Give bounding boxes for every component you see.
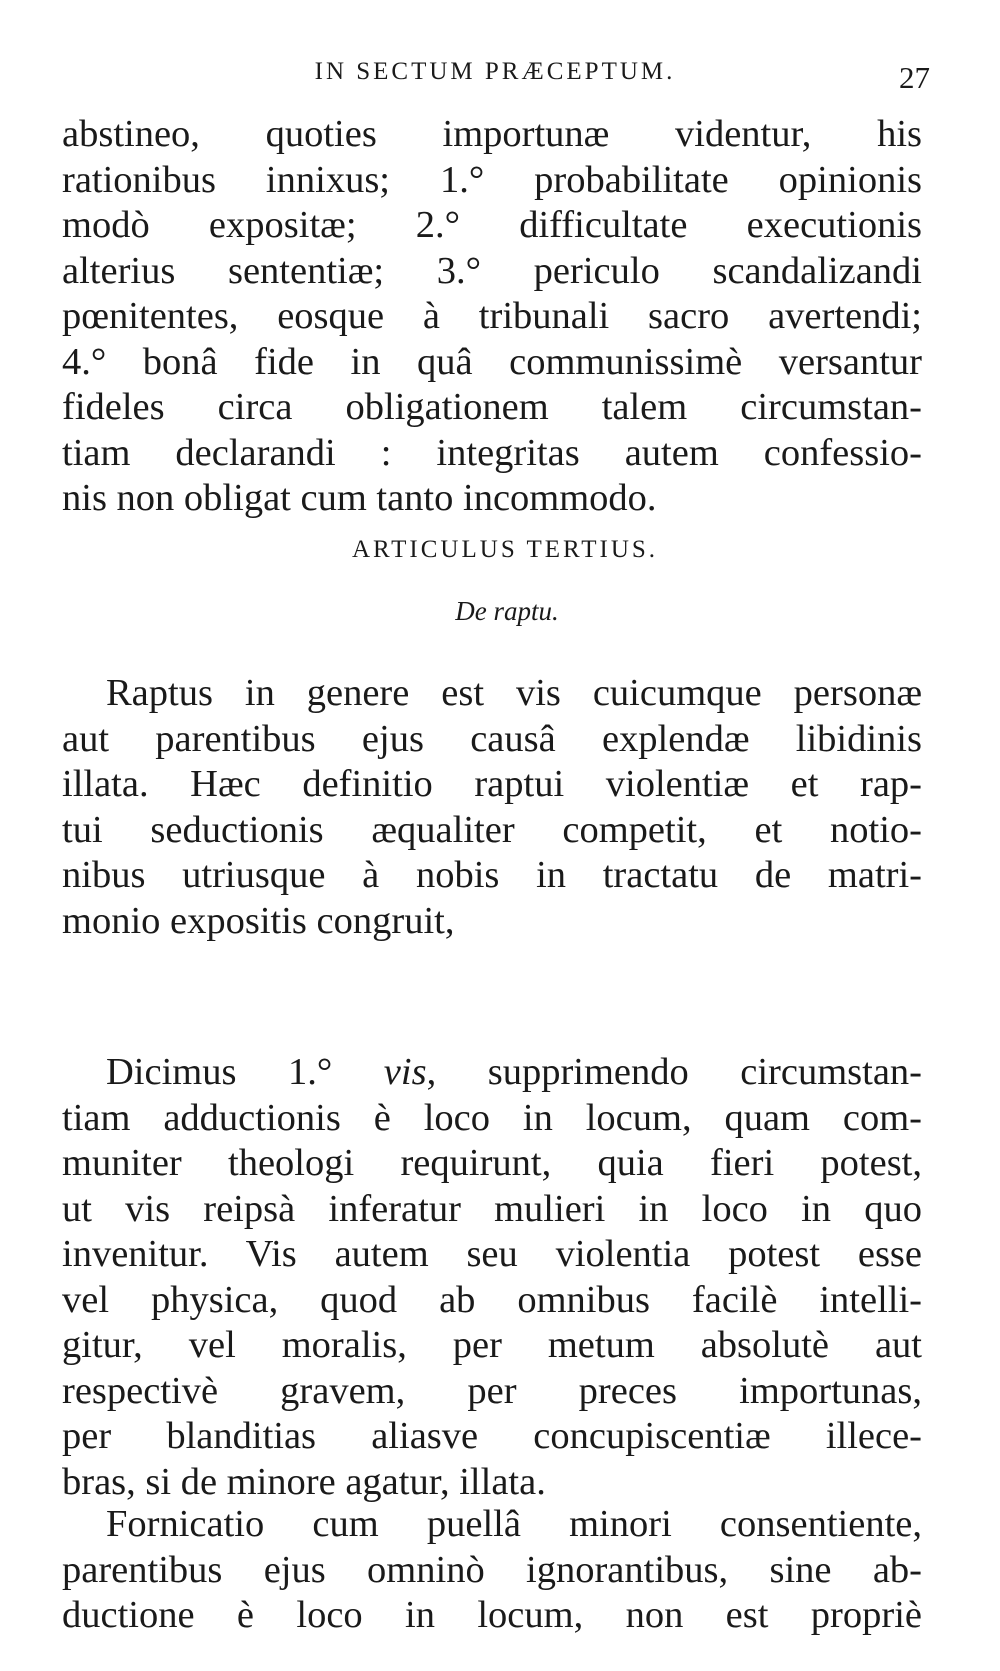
text-line: vel physica, quod ab omnibus facilè intelli- [62, 1278, 922, 1321]
text-line: monio expositis congruit, [62, 899, 455, 942]
text-line: nibus utriusque à nobis in tractatu de matri- [62, 854, 922, 896]
text-line: tiam adductionis è loco in locum, quam com- [62, 1096, 922, 1139]
text-line: abstineo, quoties importunæ videntur, his [62, 113, 922, 155]
article-subtitle: De raptu. [455, 596, 559, 626]
text-line: fideles circa obligationem talem circumstan- [62, 386, 922, 428]
text-line: Fornicatio cum puellâ minori consentiente, [106, 1503, 922, 1545]
text-line: nis non obligat cum tanto incommodo. [62, 477, 657, 519]
paragraph-continuation [62, 112, 922, 522]
text-line: invenitur. Vis autem seu violentia potest esse [62, 1233, 922, 1275]
page-number: 27 [899, 60, 930, 95]
paragraph-definition [62, 671, 922, 944]
text-line: per blanditias aliasve concupiscentiæ illece- [62, 1415, 922, 1457]
text-line: parentibus ejus omninò ignorantibus, sine ab- [62, 1548, 922, 1591]
text-line: 4.° bonâ fide in quâ communissimè versantur [62, 340, 922, 383]
text-line: pœnitentes, eosque à tribunali sacro avertendi; [62, 295, 922, 337]
text-line: bras, si de minore agatur, illata. [62, 1460, 546, 1503]
text-run: , supprimendo circumstan- [426, 1051, 922, 1093]
text-line: tiam declarandi : integritas autem confessio- [62, 431, 922, 474]
text-line: aut parentibus ejus causâ explendæ libidinis [62, 717, 922, 760]
text-line: gitur, vel moralis, per metum absolutè aut [62, 1324, 922, 1366]
text-line: modò expositæ; 2.° difficultate executionis [62, 204, 922, 246]
text-line: muniter theologi requirunt, quia fieri potest, [62, 1142, 922, 1184]
text-line: respectivè gravem, per preces importunas, [62, 1369, 922, 1412]
text-line: ut vis reipsà inferatur mulieri in loco in quo [62, 1187, 922, 1230]
running-title: IN SECTUM PRÆCEPTUM. [314, 58, 676, 85]
text-line: alterius sententiæ; 3.° periculo scandalizandi [62, 249, 922, 292]
text-run: Dicimus 1.° [106, 1051, 384, 1093]
italic-term: vis [383, 1051, 427, 1093]
text-line: Raptus in genere est vis cuicumque personæ [106, 672, 922, 714]
text-line: tui seductionis æqualiter competit, et notio- [62, 808, 922, 851]
text-line [62, 1050, 922, 1096]
paragraph-dicimus [62, 1050, 922, 1505]
paragraph-fornicatio [62, 1502, 922, 1639]
running-head [60, 58, 930, 98]
article-heading: ARTICULUS TERTIUS. [351, 536, 659, 563]
text-line: rationibus innixus; 1.° probabilitate opinionis [62, 158, 922, 201]
text-line: illata. Hæc definitio raptui violentiæ et rap- [62, 763, 922, 805]
text-line: ductione è loco in locum, non est propriè [62, 1594, 922, 1636]
